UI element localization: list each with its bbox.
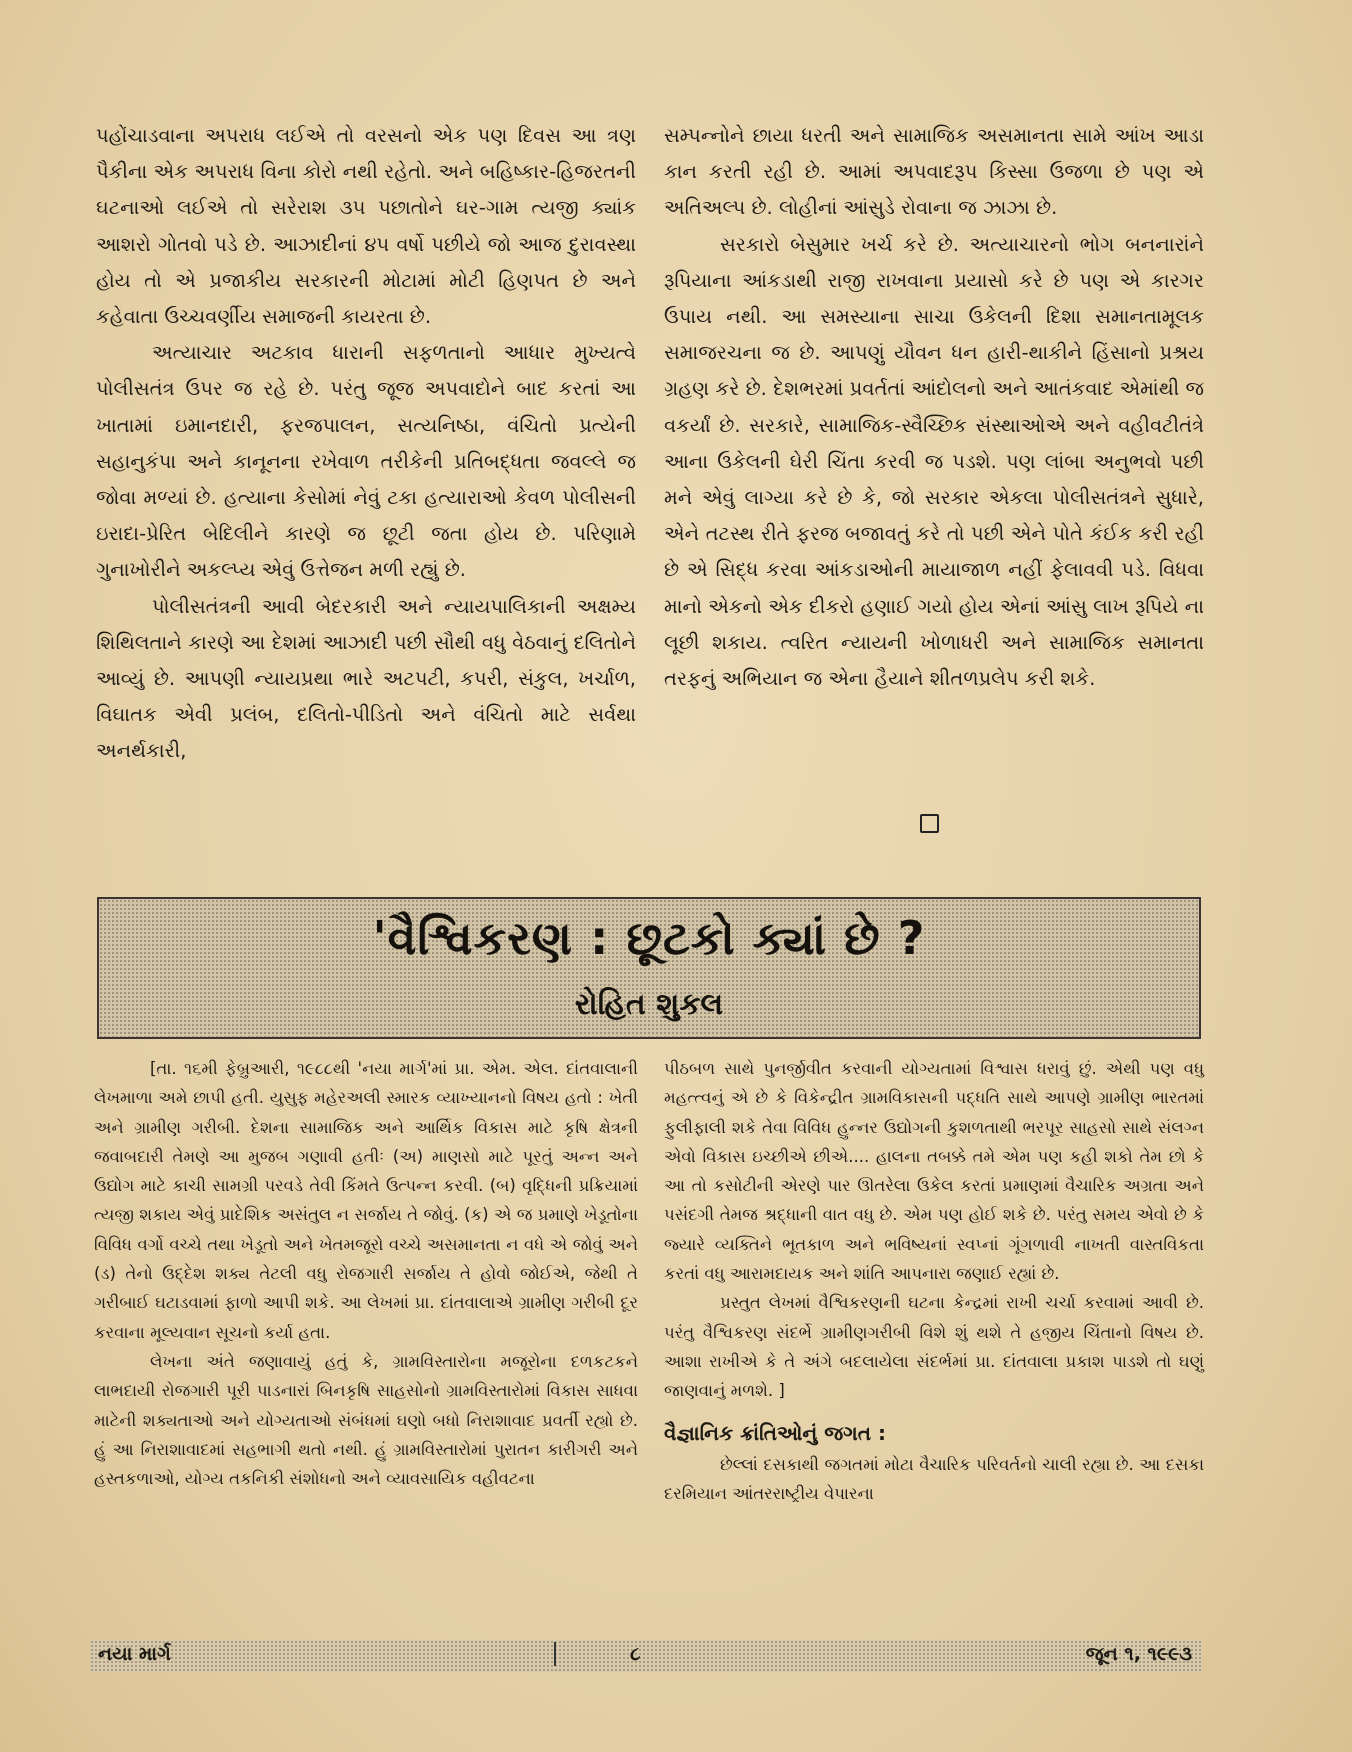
paragraph: પોલીસતંત્રની આવી બેદરકારી અને ન્યાયપાલિકાની અક્ષમ્ય શિથિલતાને કારણે આ દેશમાં આઝાદી પછી સૌથી વધુ વેઠવાનું દલિતોને આવ્યું છે. આપણી ન્યાયપ્રથા ભારે અટપટી, કપરી, સંકુલ, ખર્ચાળ, વિઘાતક એવી પ્રલંબ, દલિતો-પીડિતો અને વંચિતો માટે સર્વથા અનર્થકારી, xyxy=(96,594,636,763)
footer-divider xyxy=(554,1642,556,1666)
bottom-left-column xyxy=(94,1054,638,1493)
footer-magazine-name: નયા માર્ગ xyxy=(98,1643,171,1665)
footer-date: જૂન ૧, ૧૯૯૩ xyxy=(1085,1643,1192,1665)
paragraph: પીઠબળ સાથે પુનર્જીવીત કરવાની યોગ્યતામાં વિશ્વાસ ધરાવું છું. એથી પણ વધુ મહત્ત્વનું એ છે કે વિકેન્દ્રીત ગ્રામવિકાસની પદ્ધતિ સાથે આપણે ગ્રામીણ ભારતમાં ફુલીફાલી શકે તેવા વિવિધ હુન્નર ઉદ્યોગની કુશળતાથી ભરપૂર સાહસો સાથે સંલગ્ન એવો વિકાસ ઇચ્છીએ છીએ.... હાલના તબક્કે તમે એમ પણ કહી શકો તેમ છો કે આ તો કસોટીની એરણે પાર ઊતરેલા ઉકેલ કરતાં પ્રમાણમાં વૈચારિક અગ્રતા અને પસંદગી તેમજ શ્રદ્ધાની વાત વધુ છે. એમ પણ હોઈ શકે છે. પરંતુ સમય એવો છે કે જ્યારે વ્યક્તિને ભૂતકાળ અને ભવિષ્યનાં સ્વપ્નાં ગૂંગળાવી નાખતી વાસ્તવિકતા કરતાં વધુ આરામદાયક અને શાંતિ આપનારા જણાઈ રહ્યાં છે. xyxy=(664,1059,1204,1284)
section-subheading: વૈજ્ઞાનિક ક્રાંતિઓનું જગત : xyxy=(664,1420,887,1445)
top-right-column xyxy=(664,118,1204,697)
end-of-article-square-icon xyxy=(920,814,939,833)
paragraph: સરકારો બેસુમાર ખર્ચ કરે છે. અત્યાચારનો ભોગ બનનારાંને રૂપિયાના આંકડાથી રાજી રાખવાના પ્રયાસો કરે છે પણ એ કારગર ઉપાય નથી. આ સમસ્યાના સાચા ઉકેલની દિશા સમાનતામૂલક સમાજરચના જ છે. આપણું યૌવન ધન હારી-થાકીને હિંસાનો પ્રશ્રય ગ્રહણ કરે છે. દેશભરમાં પ્રવર્તતાં આંદોલનો અને આતંકવાદ એમાંથી જ વકર્યાં છે. સરકારે, સામાજિક-સ્વૈચ્છિક સંસ્થાઓએ અને વહીવટીતંત્રે આના ઉકેલની ઘેરી ચિંતા કરવી જ પડશે. પણ લાંબા અનુભવો પછી મને એવું લાગ્યા કરે છે કે, જો સરકાર એકલા પોલીસતંત્રને સુધારે, એને તટસ્થ રીતે ફરજ બજાવતું કરે તો પછી એને પોતે કંઈક કરી રહી છે એ સિદ્ધ કરવા આંકડાઓની માયાજાળ નહીં ફેલાવવી પડે. વિધવા માનો એકનો એક દીકરો હણાઈ ગયો હોય એનાં આંસુ લાખ રૂપિયે ના લૂછી શકાય. ત્વરિત ન્યાયની ખોળાધરી અને સામાજિક સમાનતા તરફનું અભિયાન જ એના હૈયાને શીતળપ્રલેપ કરી શકે. xyxy=(664,232,1204,691)
top-left-column xyxy=(96,118,636,770)
bottom-right-column xyxy=(664,1054,1204,1508)
footer-page-number: ૮ xyxy=(630,1643,641,1665)
paragraph: અત્યાચાર અટકાવ ધારાની સફળતાનો આધાર મુખ્યત્વે પોલીસતંત્ર ઉપર જ રહે છે. પરંતુ જૂજ અપવાદોને બાદ કરતાં આ ખાતામાં ઇમાનદારી, ફરજપાલન, સત્યનિષ્ઠા, વંચિતો પ્રત્યેની સહાનુકંપા અને કાનૂનના રખેવાળ તરીકેની પ્રતિબદ્ધતા જવલ્લે જ જોવા મળ્યાં છે. હત્યાના કેસોમાં નેવું ટકા હત્યારાઓ કેવળ પોલીસની ઇરાદા-પ્રેરિત બેદિલીને કારણે જ છૂટી જતા હોય છે. પરિણામે ગુનાખોરીને અકલ્પ્ય એવું ઉત્તેજન મળી રહ્યું છે. xyxy=(96,341,636,582)
paragraph: [તા. ૧૬મી ફેબ્રુઆરી, ૧૯૮૮થી 'નયા માર્ગ'માં પ્રા. એમ. એલ. દાંતવાલાની લેખમાળા અમે છાપી હતી. યુસુફ મહેરઅલી સ્મારક વ્યાખ્યાનનો વિષય હતો : ખેતી અને ગ્રામીણ ગરીબી. દેશના સામાજિક અને આર્થિક વિકાસ માટે કૃષિ ક્ષેત્રની જવાબદારી તેમણે આ મુજબ ગણાવી હતીઃ (અ) માણસો માટે પૂરતું અન્ન અને ઉદ્યોગ માટે કાચી સામગ્રી પરવડે તેવી કિંમતે ઉત્પન્ન કરવી. (બ) વૃદ્ધિની પ્રક્રિયામાં ત્યજી શકાય એવું પ્રાદેશિક અસંતુલ ન સર્જાય તે જોવું. (ક) એ જ પ્રમાણે ખેડૂતોના વિવિધ વર્ગો વચ્ચે તથા ખેડૂતો અને ખેતમજૂરો વચ્ચે અસમાનતા ન વધે એ જોવું અને (ડ) તેનો ઉદ્દેશ શક્ય તેટલી વધુ રોજગારી સર્જાય તે હોવો જોઈએ, જેથી તે ગરીબાઈ ઘટાડવામાં ફાળો આપી શકે. આ લેખમાં પ્રા. દાંતવાલાએ ગ્રામીણ ગરીબી દૂર કરવાના મૂલ્યવાન સૂચનો કર્યા હતા. xyxy=(94,1059,638,1342)
paragraph: પહોંચાડવાના અપરાધ લઈએ તો વરસનો એક પણ દિવસ આ ત્રણ પૈકીના એક અપરાધ વિના કોરો નથી રહેતો. અને બહિષ્કાર-હિજરતની ઘટનાઓ લઈએ તો સરેરાશ ૩૫ પછાતોને ઘર-ગામ ત્યજી ક્યાંક આશરો ગોતવો પડે છે. આઝાદીનાં ૪૫ વર્ષો પછીયે જો આજ દુરાવસ્થા હોય તો એ પ્રજાકીય સરકારની મોટામાં મોટી હિણપત છે અને કહેવાતા ઉચ્ચવર્ણીય સમાજની કાયરતા છે. xyxy=(96,124,636,329)
paragraph: લેખના અંતે જણાવાયું હતું કે, ગ્રામવિસ્તારોના મજૂરોના દળકટકને લાભદાયી રોજગારી પૂરી પાડનારાં બિનકૃષિ સાહસોનો ગ્રામવિસ્તારોમાં વિકાસ સાધવા માટેની શક્યતાઓ અને યોગ્યતાઓ સંબંધમાં ઘણો બધો નિરાશાવાદ પ્રવર્તી રહ્યો છે. હું આ નિરાશાવાદમાં સહભાગી થતો નથી. હું ગ્રામવિસ્તારોમાં પુરાતન કારીગરી અને હસ્તકળાઓ, યોગ્ય તકનિકી સંશોધનો અને વ્યાવસાયિક વહીવટના xyxy=(94,1351,638,1489)
paragraph: સમ્પન્નોને છાયા ધરતી અને સામાજિક અસમાનતા સામે આંખ આડા કાન કરતી રહી છે. આમાં અપવાદરૂપ કિસ્સા ઉજળા છે પણ એ અતિઅલ્પ છે. લોહીનાં આંસુડે રોવાના જ ઝાઝા છે. xyxy=(664,124,1204,220)
paragraph: પ્રસ્તુત લેખમાં વૈશ્વિકરણની ઘટના કેન્દ્રમાં રાખી ચર્ચા કરવામાં આવી છે. પરંતુ વૈશ્વિકરણ સંદર્ભે ગ્રામીણગરીબી વિશે શું થશે તે હજીય ચિંતાનો વિષય છે. આશા રાખીએ કે તે અંગે બદલાયેલા સંદર્ભમાં પ્રા. દાંતવાલા પ્રકાશ પાડશે તો ઘણું જાણવાનું મળશે. ] xyxy=(664,1293,1204,1401)
article-author: રોહિત શુકલ xyxy=(574,987,724,1022)
article-title-box xyxy=(97,897,1201,1039)
paragraph: છેલ્લાં દસકાથી જગતમાં મોટા વૈચારિક પરિવર્તનો ચાલી રહ્યા છે. આ દસકા દરમિયાન આંતરરાષ્ટ્રીય વેપારના xyxy=(664,1454,1204,1503)
page-footer xyxy=(90,1640,1202,1672)
article-title: 'વૈશ્વિકરણ : છૂટકો ક્યાં છે ? xyxy=(372,911,926,965)
